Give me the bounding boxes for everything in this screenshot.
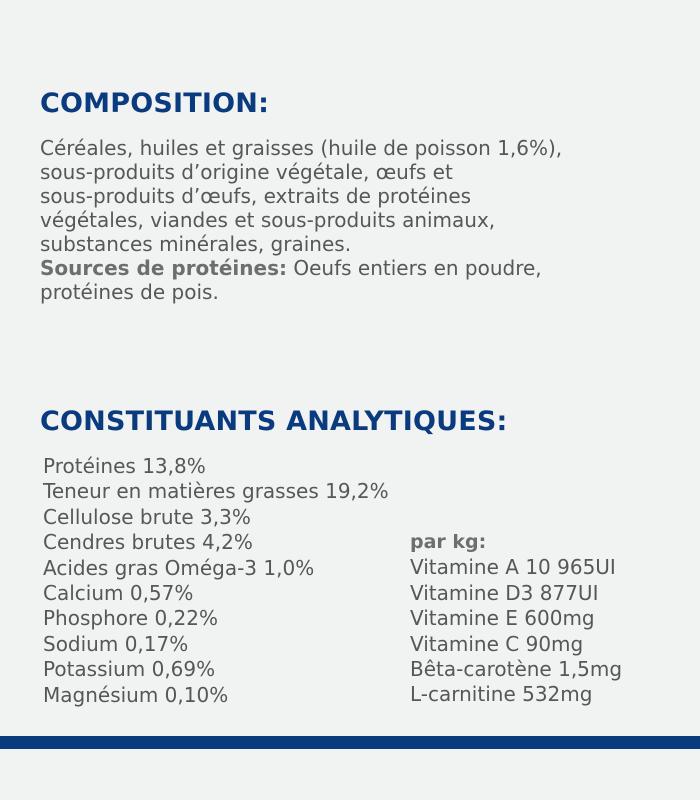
additive-item: Vitamine D3 877UI bbox=[410, 580, 599, 605]
constituent-item: Cendres brutes 4,2% bbox=[43, 530, 253, 555]
constituent-item: Teneur en matières grasses 19,2% bbox=[43, 479, 389, 504]
constituents-list bbox=[43, 454, 389, 708]
composition-line: substances minérales, graines. bbox=[40, 232, 352, 256]
composition-line: Céréales, huiles et graisses (huile de poisson 1,6%), bbox=[40, 136, 563, 160]
constituent-item: Protéines 13,8% bbox=[43, 454, 206, 478]
additive-item: Vitamine C 90mg bbox=[410, 631, 584, 656]
composition-line: végétales, viandes et sous-produits animaux, bbox=[40, 208, 496, 232]
protein-sources-label: Sources de protéines: bbox=[40, 256, 287, 280]
protein-sources-text: Oeufs entiers en poudre, bbox=[293, 256, 542, 280]
composition-text bbox=[40, 136, 680, 304]
bottom-accent-bar bbox=[0, 736, 700, 749]
constituent-item: Cellulose brute 3,3% bbox=[43, 504, 251, 529]
constituent-item: Potassium 0,69% bbox=[43, 657, 216, 682]
constituent-item: Phosphore 0,22% bbox=[43, 606, 218, 631]
additives-list bbox=[410, 530, 622, 708]
per-kg-label: par kg: bbox=[410, 531, 487, 553]
composition-line: sous-produits d’œufs, extraits de protéines bbox=[40, 184, 472, 208]
composition-line: sous-produits d’origine végétale, œufs et bbox=[40, 160, 453, 184]
protein-sources-line bbox=[40, 256, 680, 280]
constituent-item: Sodium 0,17% bbox=[43, 631, 189, 656]
additive-item: Vitamine A 10 965UI bbox=[410, 555, 616, 580]
protein-sources-continued: protéines de pois. bbox=[40, 280, 219, 304]
constituent-item: Magnésium 0,10% bbox=[43, 682, 229, 707]
constituent-item: Acides gras Oméga-3 1,0% bbox=[43, 555, 315, 580]
additive-item: L-carnitine 532mg bbox=[410, 682, 593, 707]
constituent-item: Calcium 0,57% bbox=[43, 580, 194, 605]
additive-item: Vitamine E 600mg bbox=[410, 606, 595, 631]
analytical-constituents-heading: CONSTITUANTS ANALYTIQUES: bbox=[40, 406, 508, 437]
composition-heading: COMPOSITION: bbox=[40, 88, 270, 119]
additive-item: Bêta-carotène 1,5mg bbox=[410, 656, 623, 681]
